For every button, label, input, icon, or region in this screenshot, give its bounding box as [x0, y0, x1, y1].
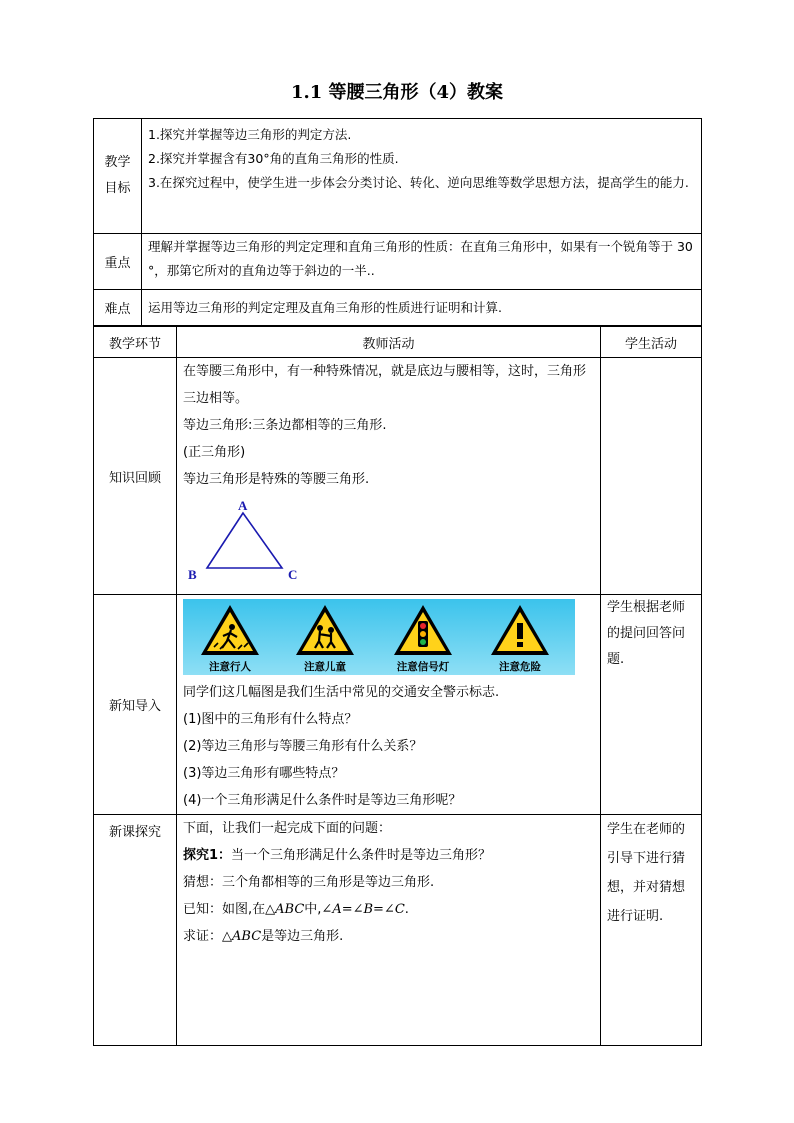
sign-caption: 注意信号灯 [396, 661, 450, 673]
explore-student: 学生在老师的引导下进行猜想，并对猜想进行证明. [601, 815, 702, 1046]
traffic-warning-signs-image [183, 599, 575, 675]
header-teacher: 教师活动 [177, 327, 601, 358]
sign-caption: 注意危险 [499, 661, 541, 673]
explore-teacher: 下面，让我们一起完成下面的问题： 探究1：当一个三角形满足什么条件时是等边三角形？ 猜想：三个角都相等的三角形是等边三角形. 已知：如图,在△ABC中,∠A=∠B=∠C. 求证：△ABC是等边三角形. [177, 815, 601, 1046]
review-stage: 知识回顾 [94, 358, 177, 595]
objective-item: 3.在探究过程中，使学生进一步体会分类讨论、转化、逆向思维等数学思想方法，提高学生的能力. [148, 175, 689, 190]
objectives-table [93, 118, 702, 326]
intro-stage: 新知导入 [94, 595, 177, 815]
explore-label: 探究1： [183, 848, 232, 863]
activities-table [93, 326, 702, 1046]
page-title: 1.1 等腰三角形（4）教案 [290, 82, 504, 103]
objective-item: 2.探究并掌握含有30°角的直角三角形的性质. [148, 151, 399, 166]
sign-caption: 注意儿童 [304, 661, 346, 673]
intro-student: 学生根据老师的提问回答问题. [601, 595, 702, 815]
difficulty-label: 难点 [94, 290, 142, 326]
vertex-c-label: C [288, 567, 298, 582]
header-stage: 教学环节 [94, 327, 177, 358]
sign-caption: 注意行人 [209, 661, 251, 673]
triangle-shape [207, 513, 282, 568]
vertex-b-label: B [188, 567, 197, 582]
review-student [601, 358, 702, 595]
triangle-abc-diagram [181, 495, 321, 585]
key-points-label: 重点 [94, 234, 142, 290]
objectives-content [142, 119, 702, 234]
review-teacher: 在等腰三角形中，有一种特殊情况，就是底边与腰相等，这时，三角形三边相等。 等边三角形:三条边都相等的三角形. (正三角形) 等边三角形是特殊的等腰三角形. A B C [177, 358, 601, 595]
vertex-a-label: A [238, 498, 248, 513]
intro-teacher: 注意行人 注意儿童 注意信号灯 注意危险 同学们这几幅图是我们生活中常见的交通安全警示标志. (1)图中的三角形有什么特点？ (2)等边三角形与等腰三角形有什么关系？ (3)等边三角形有哪些特点？ (4)一个三角形满足什么条件时是等边三角形呢？ [177, 595, 601, 815]
explore-stage: 新课探究 [94, 815, 177, 1046]
objective-item: 1.探究并掌握等边三角形的判定方法. [148, 127, 352, 142]
key-points-content: 理解并掌握等边三角形的判定定理和直角三角形的性质：在直角三角形中，如果有一个锐角等于 30 °，那第它所对的直角边等于斜边的一半.. [142, 234, 702, 290]
header-student: 学生活动 [601, 327, 702, 358]
difficulty-content: 运用等边三角形的判定定理及直角三角形的性质进行证明和计算. [142, 290, 702, 326]
objectives-label: 教学目标 [94, 119, 142, 234]
